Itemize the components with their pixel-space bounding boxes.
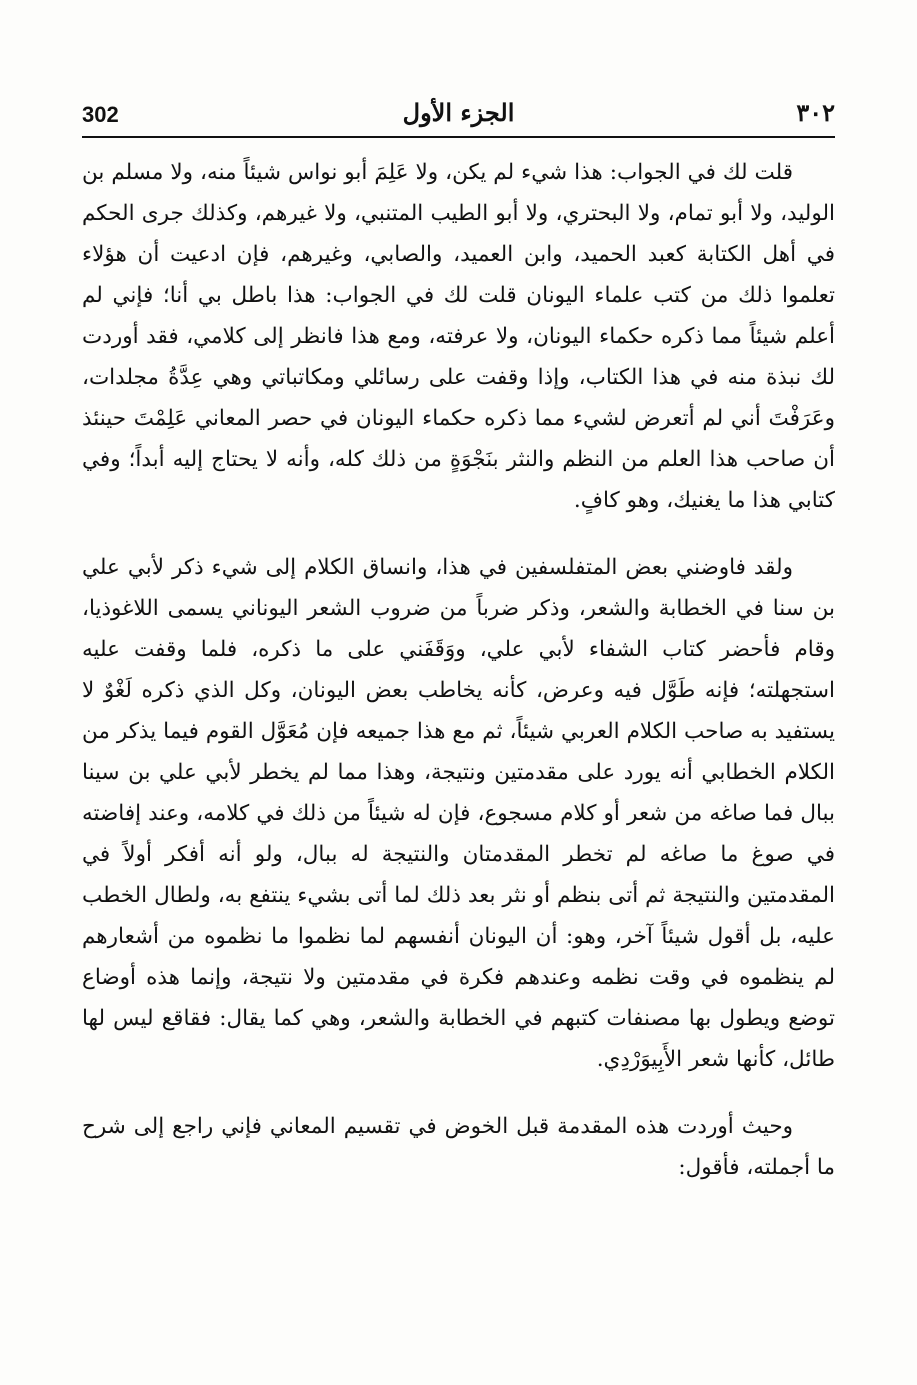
page-body bbox=[82, 152, 835, 1188]
paragraph-1: قلت لك في الجواب: هذا شيء لم يكن، ولا عَلِمَ أبو نواس شيئاً منه، ولا مسلم بن الوليد، ولا أبو تمام، ولا البحتري، ولا أبو الطيب المتنبي، ولا غيرهم، وكذلك جرى الحكم في أهل الكتابة كعبد الحميد، وابن العميد، والصابي، وغيرهم، فإن ادعيت أن هؤلاء تعلموا ذلك من كتب علماء اليونان قلت لك في الجواب: هذا باطل بي أنا؛ فإني لم أعلم شيئاً مما ذكره حكماء اليونان، ولا عرفته، ومع هذا فانظر إلى كلامي، فقد أوردت لك نبذة منه في هذا الكتاب، وإذا وقفت على رسائلي ومكاتباتي وهي عِدَّةُ مجلدات، وعَرَفْتَ أني لم أتعرض لشيء مما ذكره حكماء اليونان في حصر المعاني عَلِمْتَ حينئذ أن صاحب هذا العلم من النظم والنثر بنَجْوَةٍ من ذلك كله، وأنه لا يحتاج إليه أبداً؛ وفي كتابي هذا ما يغنيك، وهو كافٍ. bbox=[82, 160, 835, 513]
page-number-arabic: ٣٠٢ bbox=[796, 98, 835, 127]
paragraph-gap bbox=[82, 1080, 835, 1106]
paragraph-3: وحيث أوردت هذه المقدمة قبل الخوض في تقسيم المعاني فإني راجع إلى شرح ما أجملته، فأقول: bbox=[82, 1114, 835, 1180]
page-number-latin: 302 bbox=[82, 102, 119, 127]
running-head: الجزء الأول bbox=[402, 98, 515, 127]
paragraph-gap bbox=[82, 521, 835, 547]
paragraph-2: ولقد فاوضني بعض المتفلسفين في هذا، وانساق الكلام إلى شيء ذكر لأبي علي بن سنا في الخطابة والشعر، وذكر ضرباً من ضروب الشعر اليوناني يسمى اللاغوذيا، وقام فأحضر كتاب الشفاء لأبي علي، ووَقَفَني على ما ذكره، فلما وقفت عليه استجهلته؛ فإنه طَوَّل فيه وعرض، كأنه يخاطب بعض اليونان، وكل الذي ذكره لَغْوٌ لا يستفيد به صاحب الكلام العربي شيئاً، ثم مع هذا جميعه فإن مُعَوَّل القوم فيما يذكر من الكلام الخطابي أنه يورد على مقدمتين ونتيجة، وهذا مما لم يخطر لأبي علي بن سينا ببال فما صاغه من شعر أو كلام مسجوع، فإن له شيئاً من ذلك في كلامه، وعند إفاضته في صوغ ما صاغه لم تخطر المقدمتان والنتيجة له ببال، ولو أنه أفكر أولاً في المقدمتين والنتيجة ثم أتى بنظم أو نثر بعد ذلك لما أتى بشيء ينتفع به، ولطال الخطب عليه، بل أقول شيئاً آخر، وهو: أن اليونان أنفسهم لما نظموا ما نظموه من أشعارهم لم ينظموه في وقت نظمه وعندهم فكرة في مقدمتين ولا نتيجة، وإنما هذه أوضاع توضع ويطول بها مصنفات كتبهم في الخطابة والشعر، وهي كما يقال: فقاقع ليس لها طائل، كأنها شعر الأَبِيوَرْدِي. bbox=[82, 555, 835, 1072]
page-header bbox=[82, 96, 835, 138]
